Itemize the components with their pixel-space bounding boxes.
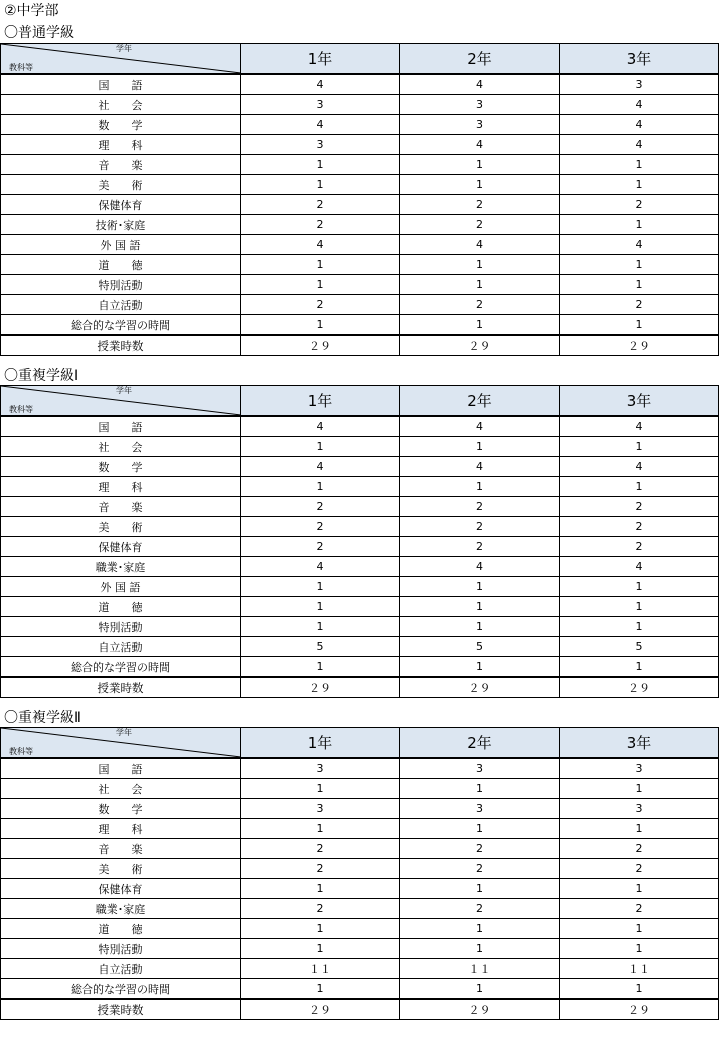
hours-cell: 1 bbox=[400, 919, 560, 938]
table-row bbox=[1, 759, 718, 779]
subject-cell: 自立活動 bbox=[1, 295, 241, 314]
hours-cell: 2 bbox=[635, 540, 643, 553]
subject-cell: 外 国 語 bbox=[1, 577, 241, 596]
total-label-cell: 授業時数 bbox=[1, 678, 241, 697]
table-row bbox=[1, 637, 718, 657]
hours-cell: 1 bbox=[635, 580, 643, 593]
hours-cell: 1 bbox=[400, 597, 560, 616]
table-row bbox=[1, 879, 718, 899]
hours-cell: １１ bbox=[400, 959, 560, 978]
total-row bbox=[1, 677, 718, 697]
hours-cell: 1 bbox=[400, 315, 560, 334]
hours-cell: 4 bbox=[400, 235, 560, 254]
corner-label-grade: 学年 bbox=[116, 44, 132, 53]
hours-cell: 1 bbox=[635, 620, 643, 633]
subject-cell: 理 科 bbox=[1, 819, 241, 838]
hours-cell: 2 bbox=[400, 859, 560, 878]
hours-cell: 1 bbox=[241, 597, 400, 616]
table-row bbox=[1, 235, 718, 255]
hours-cell: 2 bbox=[241, 859, 400, 878]
corner-header-cell bbox=[1, 386, 241, 415]
subject-cell: 数 学 bbox=[1, 799, 241, 818]
table-body bbox=[1, 75, 718, 355]
header-year-1: 1年 bbox=[241, 728, 400, 757]
hours-cell: 1 bbox=[635, 440, 643, 453]
subject-cell: 道 徳 bbox=[1, 255, 241, 274]
hours-cell: 2 bbox=[400, 497, 560, 516]
hours-cell: 3 bbox=[400, 115, 560, 134]
total-hours-cell: ２９ bbox=[628, 681, 650, 695]
total-label-cell: 授業時数 bbox=[1, 336, 241, 355]
subject-cell: 数 学 bbox=[1, 457, 241, 476]
hours-cell: 4 bbox=[635, 98, 643, 111]
subject-cell: 音 楽 bbox=[1, 155, 241, 174]
table-row bbox=[1, 657, 718, 677]
hours-cell: 2 bbox=[241, 839, 400, 858]
hours-cell: 4 bbox=[400, 557, 560, 576]
hours-cell: 2 bbox=[241, 537, 400, 556]
hours-cell: １１ bbox=[628, 962, 650, 976]
subject-cell: 保健体育 bbox=[1, 195, 241, 214]
hours-cell: 4 bbox=[635, 420, 643, 433]
hours-cell: 3 bbox=[400, 799, 560, 818]
hours-cell: 1 bbox=[635, 882, 643, 895]
table-row bbox=[1, 477, 718, 497]
hours-cell: 1 bbox=[241, 255, 400, 274]
hours-cell: 1 bbox=[400, 577, 560, 596]
subject-cell: 保健体育 bbox=[1, 879, 241, 898]
corner-label-grade: 学年 bbox=[116, 728, 132, 737]
hours-cell: 3 bbox=[400, 95, 560, 114]
corner-header-cell bbox=[1, 44, 241, 73]
subject-cell: 自立活動 bbox=[1, 959, 241, 978]
hours-cell: 2 bbox=[400, 295, 560, 314]
hours-cell: 4 bbox=[241, 557, 400, 576]
subject-cell: 自立活動 bbox=[1, 637, 241, 656]
subject-cell: 総合的な学習の時間 bbox=[1, 979, 241, 998]
subject-cell: 理 科 bbox=[1, 477, 241, 496]
hours-cell: 1 bbox=[400, 617, 560, 636]
hours-cell: 1 bbox=[241, 437, 400, 456]
table-row bbox=[1, 295, 718, 315]
table-row bbox=[1, 195, 718, 215]
hours-cell: 1 bbox=[635, 278, 643, 291]
header-year-2: 2年 bbox=[400, 728, 560, 757]
hours-cell: 2 bbox=[400, 839, 560, 858]
hours-cell: 1 bbox=[635, 782, 643, 795]
hours-cell: 2 bbox=[241, 215, 400, 234]
table-header-row bbox=[1, 44, 718, 75]
hours-cell: 1 bbox=[241, 919, 400, 938]
total-hours-cell: ２９ bbox=[628, 1003, 650, 1017]
hours-cell: 4 bbox=[635, 118, 643, 131]
table-row bbox=[1, 819, 718, 839]
hours-cell: 2 bbox=[241, 497, 400, 516]
table-row bbox=[1, 597, 718, 617]
section-heading-multiple-2: 〇重複学級Ⅱ bbox=[4, 710, 81, 726]
subject-cell: 特別活動 bbox=[1, 275, 241, 294]
table-row bbox=[1, 537, 718, 557]
corner-label-grade: 学年 bbox=[116, 386, 132, 395]
timetable-regular bbox=[0, 43, 719, 356]
hours-cell: 1 bbox=[241, 275, 400, 294]
table-row bbox=[1, 95, 718, 115]
hours-cell: 2 bbox=[400, 215, 560, 234]
subject-cell: 道 徳 bbox=[1, 919, 241, 938]
table-row bbox=[1, 799, 718, 819]
total-hours-cell: ２９ bbox=[628, 339, 650, 353]
hours-cell: 2 bbox=[400, 537, 560, 556]
hours-cell: 1 bbox=[400, 155, 560, 174]
hours-cell: 1 bbox=[241, 779, 400, 798]
hours-cell: 5 bbox=[241, 637, 400, 656]
hours-cell: 1 bbox=[241, 477, 400, 496]
subject-cell: 国 語 bbox=[1, 75, 241, 94]
hours-cell: 3 bbox=[635, 78, 643, 91]
subject-cell: 総合的な学習の時間 bbox=[1, 315, 241, 334]
hours-cell: 4 bbox=[635, 560, 643, 573]
hours-cell: 2 bbox=[635, 842, 643, 855]
hours-cell: 2 bbox=[400, 899, 560, 918]
table-row bbox=[1, 315, 718, 335]
subject-cell: 国 語 bbox=[1, 417, 241, 436]
hours-cell: 5 bbox=[635, 640, 643, 653]
total-label-cell: 授業時数 bbox=[1, 1000, 241, 1019]
corner-label-subject: 教科等 bbox=[9, 63, 33, 72]
section-heading-regular: 〇普通学級 bbox=[4, 25, 74, 41]
header-year-3: 3年 bbox=[626, 734, 652, 752]
total-row bbox=[1, 999, 718, 1019]
hours-cell: 1 bbox=[241, 657, 400, 676]
subject-cell: 特別活動 bbox=[1, 939, 241, 958]
hours-cell: 1 bbox=[635, 158, 643, 171]
table-row bbox=[1, 115, 718, 135]
header-year-3: 3年 bbox=[626, 392, 652, 410]
subject-cell: 音 楽 bbox=[1, 497, 241, 516]
hours-cell: 2 bbox=[635, 902, 643, 915]
hours-cell: 1 bbox=[635, 258, 643, 271]
total-hours-cell: ２９ bbox=[400, 1000, 560, 1019]
table-row bbox=[1, 175, 718, 195]
hours-cell: 1 bbox=[400, 779, 560, 798]
corner-label-subject: 教科等 bbox=[9, 405, 33, 414]
table-row bbox=[1, 919, 718, 939]
total-row bbox=[1, 335, 718, 355]
timetable-multiple-1 bbox=[0, 385, 719, 698]
hours-cell: 1 bbox=[241, 175, 400, 194]
table-row bbox=[1, 859, 718, 879]
hours-cell: 3 bbox=[635, 802, 643, 815]
hours-cell: 2 bbox=[241, 195, 400, 214]
hours-cell: 1 bbox=[400, 657, 560, 676]
hours-cell: 4 bbox=[400, 135, 560, 154]
table-row bbox=[1, 75, 718, 95]
hours-cell: 3 bbox=[241, 759, 400, 778]
subject-cell: 国 語 bbox=[1, 759, 241, 778]
hours-cell: 1 bbox=[400, 819, 560, 838]
corner-header-cell bbox=[1, 728, 241, 757]
page-title: ②中学部 bbox=[4, 3, 59, 19]
table-row bbox=[1, 155, 718, 175]
hours-cell: １１ bbox=[241, 959, 400, 978]
hours-cell: 1 bbox=[241, 315, 400, 334]
table-row bbox=[1, 215, 718, 235]
total-hours-cell: ２９ bbox=[241, 678, 400, 697]
table-row bbox=[1, 275, 718, 295]
hours-cell: 1 bbox=[400, 437, 560, 456]
table-body bbox=[1, 417, 718, 697]
table-header-row bbox=[1, 728, 718, 759]
hours-cell: 2 bbox=[635, 198, 643, 211]
table-row bbox=[1, 255, 718, 275]
hours-cell: 1 bbox=[241, 879, 400, 898]
table-row bbox=[1, 899, 718, 919]
table-row bbox=[1, 557, 718, 577]
table-row bbox=[1, 939, 718, 959]
table-row bbox=[1, 517, 718, 537]
hours-cell: 1 bbox=[241, 979, 400, 998]
hours-cell: 1 bbox=[635, 318, 643, 331]
hours-cell: 4 bbox=[635, 460, 643, 473]
hours-cell: 1 bbox=[241, 939, 400, 958]
hours-cell: 1 bbox=[635, 922, 643, 935]
hours-cell: 3 bbox=[241, 95, 400, 114]
subject-cell: 理 科 bbox=[1, 135, 241, 154]
subject-cell: 職業･家庭 bbox=[1, 557, 241, 576]
header-year-3: 3年 bbox=[626, 50, 652, 68]
hours-cell: 5 bbox=[400, 637, 560, 656]
table-row bbox=[1, 497, 718, 517]
hours-cell: 1 bbox=[400, 979, 560, 998]
hours-cell: 2 bbox=[635, 500, 643, 513]
hours-cell: 2 bbox=[241, 295, 400, 314]
total-hours-cell: ２９ bbox=[241, 1000, 400, 1019]
hours-cell: 1 bbox=[635, 218, 643, 231]
hours-cell: 4 bbox=[635, 238, 643, 251]
table-row bbox=[1, 135, 718, 155]
hours-cell: 1 bbox=[400, 175, 560, 194]
table-row bbox=[1, 839, 718, 859]
table-header-row bbox=[1, 386, 718, 417]
subject-cell: 社 会 bbox=[1, 779, 241, 798]
hours-cell: 3 bbox=[400, 759, 560, 778]
hours-cell: 1 bbox=[241, 155, 400, 174]
hours-cell: 1 bbox=[400, 477, 560, 496]
hours-cell: 4 bbox=[241, 75, 400, 94]
hours-cell: 1 bbox=[635, 942, 643, 955]
hours-cell: 2 bbox=[241, 517, 400, 536]
hours-cell: 1 bbox=[635, 600, 643, 613]
subject-cell: 外 国 語 bbox=[1, 235, 241, 254]
header-year-2: 2年 bbox=[400, 44, 560, 73]
header-year-1: 1年 bbox=[241, 44, 400, 73]
hours-cell: 4 bbox=[635, 138, 643, 151]
section-heading-multiple-1: 〇重複学級Ⅰ bbox=[4, 368, 79, 384]
total-hours-cell: ２９ bbox=[400, 678, 560, 697]
hours-cell: 1 bbox=[400, 275, 560, 294]
hours-cell: 1 bbox=[400, 255, 560, 274]
hours-cell: 2 bbox=[635, 862, 643, 875]
table-row bbox=[1, 577, 718, 597]
hours-cell: 4 bbox=[241, 457, 400, 476]
hours-cell: 1 bbox=[241, 617, 400, 636]
hours-cell: 1 bbox=[635, 982, 643, 995]
table-row bbox=[1, 779, 718, 799]
hours-cell: 1 bbox=[635, 178, 643, 191]
hours-cell: 1 bbox=[400, 879, 560, 898]
total-hours-cell: ２９ bbox=[400, 336, 560, 355]
hours-cell: 1 bbox=[635, 480, 643, 493]
subject-cell: 美 術 bbox=[1, 859, 241, 878]
subject-cell: 社 会 bbox=[1, 95, 241, 114]
hours-cell: 3 bbox=[635, 762, 643, 775]
hours-cell: 4 bbox=[241, 115, 400, 134]
table-row bbox=[1, 417, 718, 437]
hours-cell: 2 bbox=[241, 899, 400, 918]
hours-cell: 3 bbox=[241, 799, 400, 818]
table-row bbox=[1, 617, 718, 637]
hours-cell: 4 bbox=[400, 75, 560, 94]
subject-cell: 美 術 bbox=[1, 175, 241, 194]
table-row bbox=[1, 959, 718, 979]
subject-cell: 職業･家庭 bbox=[1, 899, 241, 918]
subject-cell: 音 楽 bbox=[1, 839, 241, 858]
subject-cell: 数 学 bbox=[1, 115, 241, 134]
hours-cell: 1 bbox=[400, 939, 560, 958]
hours-cell: 2 bbox=[400, 195, 560, 214]
table-row bbox=[1, 979, 718, 999]
table-body bbox=[1, 759, 718, 1019]
hours-cell: 1 bbox=[635, 822, 643, 835]
timetable-multiple-2 bbox=[0, 727, 719, 1020]
hours-cell: 1 bbox=[241, 577, 400, 596]
hours-cell: 4 bbox=[400, 457, 560, 476]
hours-cell: 2 bbox=[635, 298, 643, 311]
subject-cell: 総合的な学習の時間 bbox=[1, 657, 241, 676]
hours-cell: 2 bbox=[635, 520, 643, 533]
hours-cell: 1 bbox=[635, 660, 643, 673]
subject-cell: 美 術 bbox=[1, 517, 241, 536]
header-year-2: 2年 bbox=[400, 386, 560, 415]
subject-cell: 特別活動 bbox=[1, 617, 241, 636]
hours-cell: 1 bbox=[241, 819, 400, 838]
hours-cell: 2 bbox=[400, 517, 560, 536]
hours-cell: 4 bbox=[241, 417, 400, 436]
corner-label-subject: 教科等 bbox=[9, 747, 33, 756]
subject-cell: 道 徳 bbox=[1, 597, 241, 616]
hours-cell: 4 bbox=[241, 235, 400, 254]
subject-cell: 保健体育 bbox=[1, 537, 241, 556]
hours-cell: 3 bbox=[241, 135, 400, 154]
hours-cell: 4 bbox=[400, 417, 560, 436]
table-row bbox=[1, 437, 718, 457]
header-year-1: 1年 bbox=[241, 386, 400, 415]
table-row bbox=[1, 457, 718, 477]
subject-cell: 社 会 bbox=[1, 437, 241, 456]
total-hours-cell: ２９ bbox=[241, 336, 400, 355]
subject-cell: 技術･家庭 bbox=[1, 215, 241, 234]
